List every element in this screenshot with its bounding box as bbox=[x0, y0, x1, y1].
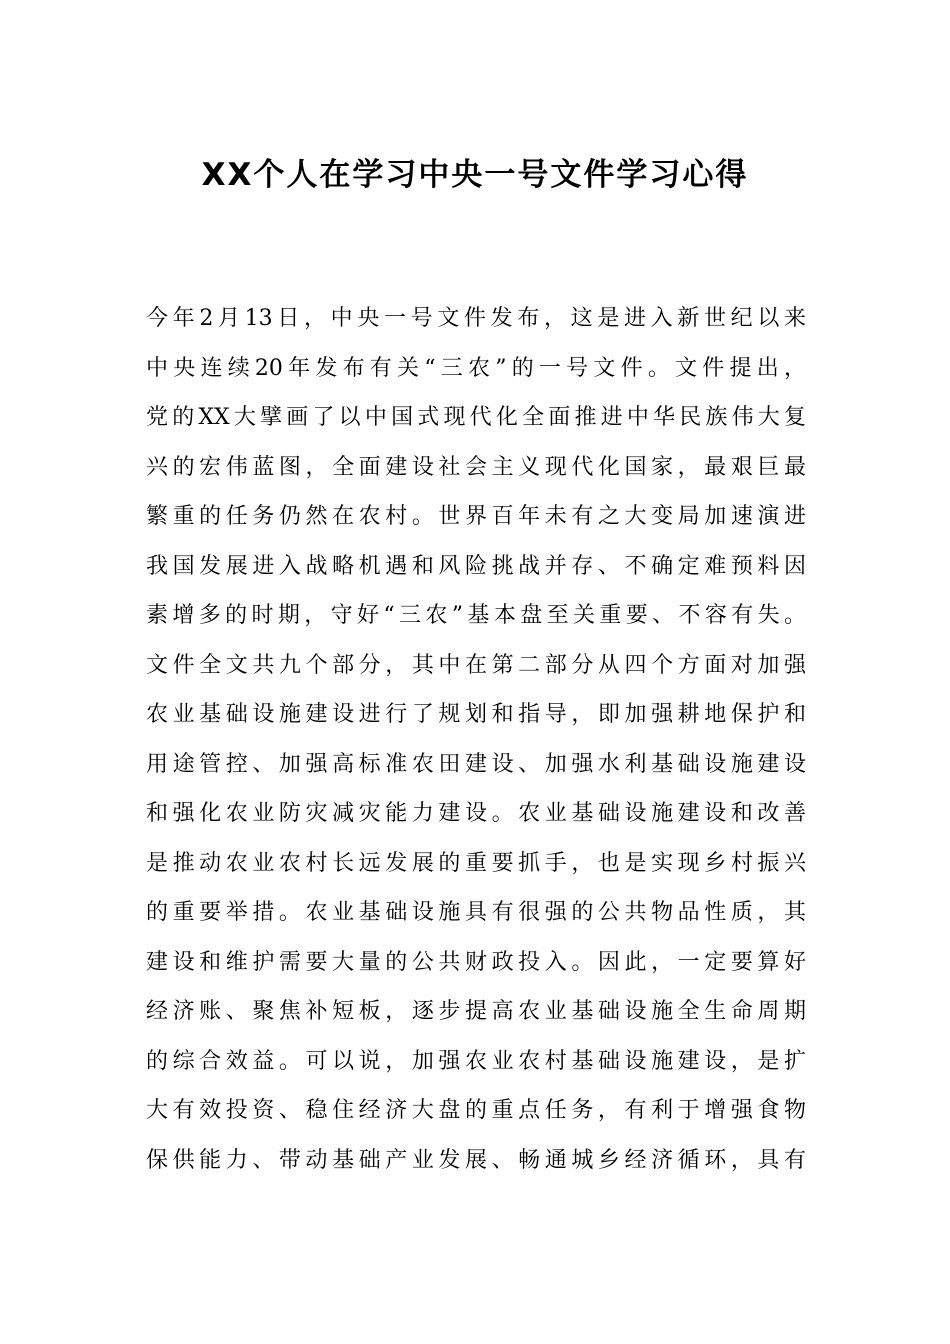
body-line: 兴的宏伟蓝图，全面建设社会主义现代化国家，最艰巨最 bbox=[146, 454, 806, 480]
body-line: 用途管控、加强高标准农田建设、加强水利基础设施建设 bbox=[146, 751, 806, 777]
body-line: 是推动农业农村长远发展的重要抓手，也是实现乡村振兴 bbox=[146, 850, 806, 876]
body-line: 大有效投资、稳住经济大盘的重点任务，有利于增强食物 bbox=[146, 1098, 806, 1123]
body-line: 繁重的任务仍然在农村。世界百年未有之大变局加速演进 bbox=[146, 504, 806, 529]
body-line: 和强化农业防灾减灾能力建设。农业基础设施建设和改善 bbox=[146, 801, 806, 826]
body-line: 文件全文共九个部分，其中在第二部分从四个方面对加强 bbox=[146, 652, 806, 678]
document-body bbox=[146, 294, 806, 1185]
document-title: XX个人在学习中央一号文件学习心得 bbox=[201, 157, 749, 193]
body-line: 农业基础设施建设进行了规划和指导，即加强耕地保护和 bbox=[146, 702, 806, 727]
body-line: 的综合效益。可以说，加强农业农村基础设施建设，是扩 bbox=[146, 1048, 806, 1074]
body-line: 保供能力、带动基础产业发展、畅通城乡经济循环，具有 bbox=[146, 1147, 806, 1173]
body-line: 的重要举措。农业基础设施具有很强的公共物品性质，其 bbox=[146, 900, 806, 925]
body-line: 今年2月13日，中央一号文件发布，这是进入新世纪以来 bbox=[146, 306, 806, 331]
body-line: 我国发展进入战略机遇和风险挑战并存、不确定难预料因 bbox=[146, 553, 806, 579]
body-line: 建设和维护需要大量的公共财政投入。因此，一定要算好 bbox=[146, 949, 806, 975]
body-line: 党的XX大擘画了以中国式现代化全面推进中华民族伟大复 bbox=[146, 405, 806, 430]
body-line: 经济账、聚焦补短板，逐步提高农业基础设施全生命周期 bbox=[146, 999, 806, 1024]
body-line: 素增多的时期，守好“三农”基本盘至关重要、不容有失。 bbox=[146, 603, 806, 628]
body-line: 中央连续20年发布有关“三农”的一号文件。文件提出， bbox=[146, 355, 806, 381]
